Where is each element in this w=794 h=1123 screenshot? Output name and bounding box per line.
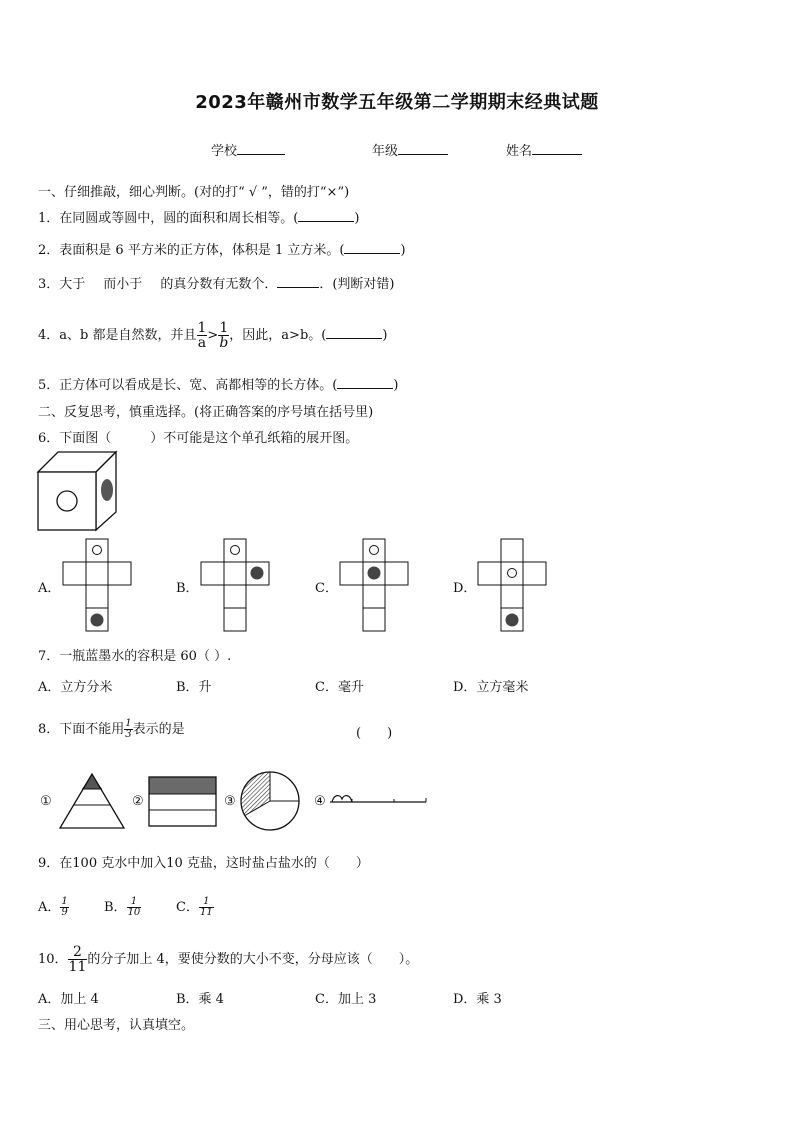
q10-fraction: $\frac{2}{11}$ [68, 944, 87, 975]
q7-option-d[interactable]: D．立方毫米 [453, 680, 529, 695]
q2-number: 2． [38, 243, 60, 258]
q8-text-b: 表示的是 [132, 722, 185, 737]
q4-answer-blank[interactable] [326, 325, 382, 339]
school-blank[interactable] [237, 141, 285, 155]
question-3 [38, 273, 394, 292]
q6-option-b-label[interactable]: B． [176, 581, 199, 596]
q5-answer-blank[interactable] [337, 375, 393, 389]
q4-close-paren: ) [382, 328, 388, 343]
q6-text: 下面图（ ）不可能是这个单孔纸箱的展开图。 [59, 431, 359, 446]
q8-figure-3-label: ③ [224, 794, 236, 809]
q1-text: 在同圆或等圆中，圆的面积和周长相等。( [59, 211, 299, 226]
section-2-heading: 二、反复思考，慎重选择。(将正确答案的序号填在括号里) [38, 405, 374, 420]
q8-text-a: 下面不能用 [59, 722, 125, 737]
q6-option-b-net[interactable] [200, 538, 270, 632]
q8-figure-3-circle[interactable] [240, 771, 300, 831]
q7-option-b[interactable]: B．升 [176, 680, 212, 695]
q10-option-c[interactable]: C．加上 3 [315, 992, 377, 1007]
question-4 [38, 318, 387, 354]
q8-answer-paren[interactable]: ( ) [356, 726, 393, 741]
q7-text: 一瓶蓝墨水的容积是 60（ ）. [59, 649, 232, 664]
section-1-heading: 一、仔细推敲，细心判断。(对的打“ √ ”，错的打“×”) [38, 185, 350, 200]
q1-number: 1． [38, 211, 60, 226]
q7-option-c[interactable]: C．毫升 [315, 680, 364, 695]
name-blank[interactable] [532, 141, 582, 155]
q1-answer-blank[interactable] [298, 208, 354, 222]
q8-number: 8． [38, 722, 60, 737]
q5-text: 正方体可以看成是长、宽、高都相等的长方体。( [59, 378, 338, 393]
q4-text-b: ，因此，a>b。( [229, 328, 327, 343]
q7-number: 7． [38, 649, 60, 664]
cube-front-hole-icon [57, 491, 77, 511]
q8-figure-4-label: ④ [314, 794, 326, 809]
q8-fraction-one-third: $\frac{1}{3}$ [125, 718, 132, 740]
q7-option-a[interactable]: A．立方分米 [38, 680, 113, 695]
q10-text: 的分子加上 4，要使分数的大小不变，分母应该（ ）。 [87, 952, 419, 967]
q4-text-a: a、b 都是自然数，并且 [59, 328, 197, 343]
q10-option-a[interactable]: A．加上 4 [38, 992, 99, 1007]
q8-figure-2-label: ② [132, 794, 144, 809]
q9-option-c[interactable]: C． $\frac{1}{11}$ [176, 896, 213, 918]
q8-figure-4-line-segment[interactable] [328, 790, 428, 806]
q9-option-b[interactable]: B． $\frac{1}{10}$ [104, 896, 141, 918]
q10-option-d[interactable]: D．乘 3 [453, 992, 502, 1007]
question-6 [38, 427, 358, 446]
q3-text-c: 的真分数有无数个． [160, 277, 278, 292]
q2-close-paren: ) [400, 243, 406, 258]
q3-text-d: ．(判断对错) [319, 277, 395, 292]
name-label: 姓名 [506, 144, 533, 159]
question-1 [38, 207, 359, 226]
q6-option-c-label[interactable]: C． [315, 581, 338, 596]
q9-text: 在100 克水中加入10 克盐，这时盐占盐水的（ ） [59, 856, 369, 871]
question-5 [38, 374, 398, 393]
school-field[interactable] [211, 140, 285, 159]
question-9 [38, 852, 369, 871]
q3-number: 3． [38, 277, 60, 292]
q6-option-c-net[interactable] [339, 538, 409, 632]
q4-fraction-1-over-b: $\frac{1}{b}$ [219, 320, 229, 351]
page-title: 2023年赣州市数学五年级第二学期期末经典试题 [195, 92, 599, 113]
question-8 [38, 716, 185, 744]
section-3-heading: 三、用心思考，认真填空。 [38, 1018, 195, 1033]
question-10 [38, 942, 418, 978]
grade-field[interactable] [372, 140, 448, 159]
q6-option-a-net[interactable] [62, 538, 132, 632]
q6-option-a-label[interactable]: A． [38, 581, 61, 596]
q2-answer-blank[interactable] [344, 240, 400, 254]
question-7 [38, 645, 231, 664]
q3-text-a: 大于 [59, 277, 86, 292]
q10-number: 10． [38, 952, 68, 967]
q8-figure-2-rectangle[interactable] [148, 776, 218, 828]
q2-text: 表面积是 6 平方米的正方体，体积是 1 立方米。( [59, 243, 345, 258]
q5-number: 5． [38, 378, 60, 393]
question-2 [38, 239, 406, 258]
q5-close-paren: ) [393, 378, 399, 393]
q6-option-d-net[interactable] [477, 538, 547, 632]
grade-blank[interactable] [398, 141, 448, 155]
q8-figure-1-label: ① [40, 794, 52, 809]
q6-number: 6． [38, 431, 60, 446]
cube-side-hole-icon [101, 479, 113, 501]
q8-figure-1-triangle[interactable] [58, 772, 126, 830]
q10-option-b[interactable]: B．乘 4 [176, 992, 224, 1007]
q3-text-b: 而小于 [103, 277, 143, 292]
q9-number: 9． [38, 856, 60, 871]
q6-option-d-label[interactable]: D． [453, 581, 477, 596]
q4-greater-than: > [207, 328, 219, 343]
grade-label: 年级 [372, 144, 399, 159]
q4-fraction-1-over-a: $\frac{1}{a}$ [197, 320, 207, 351]
q6-cube-figure [36, 450, 120, 534]
q4-number: 4． [38, 328, 60, 343]
q1-close-paren: ) [354, 211, 360, 226]
name-field[interactable] [506, 140, 582, 159]
school-label: 学校 [211, 144, 238, 159]
q9-option-a[interactable]: A． $\frac{1}{9}$ [38, 896, 68, 918]
q3-answer-blank[interactable] [277, 274, 319, 288]
